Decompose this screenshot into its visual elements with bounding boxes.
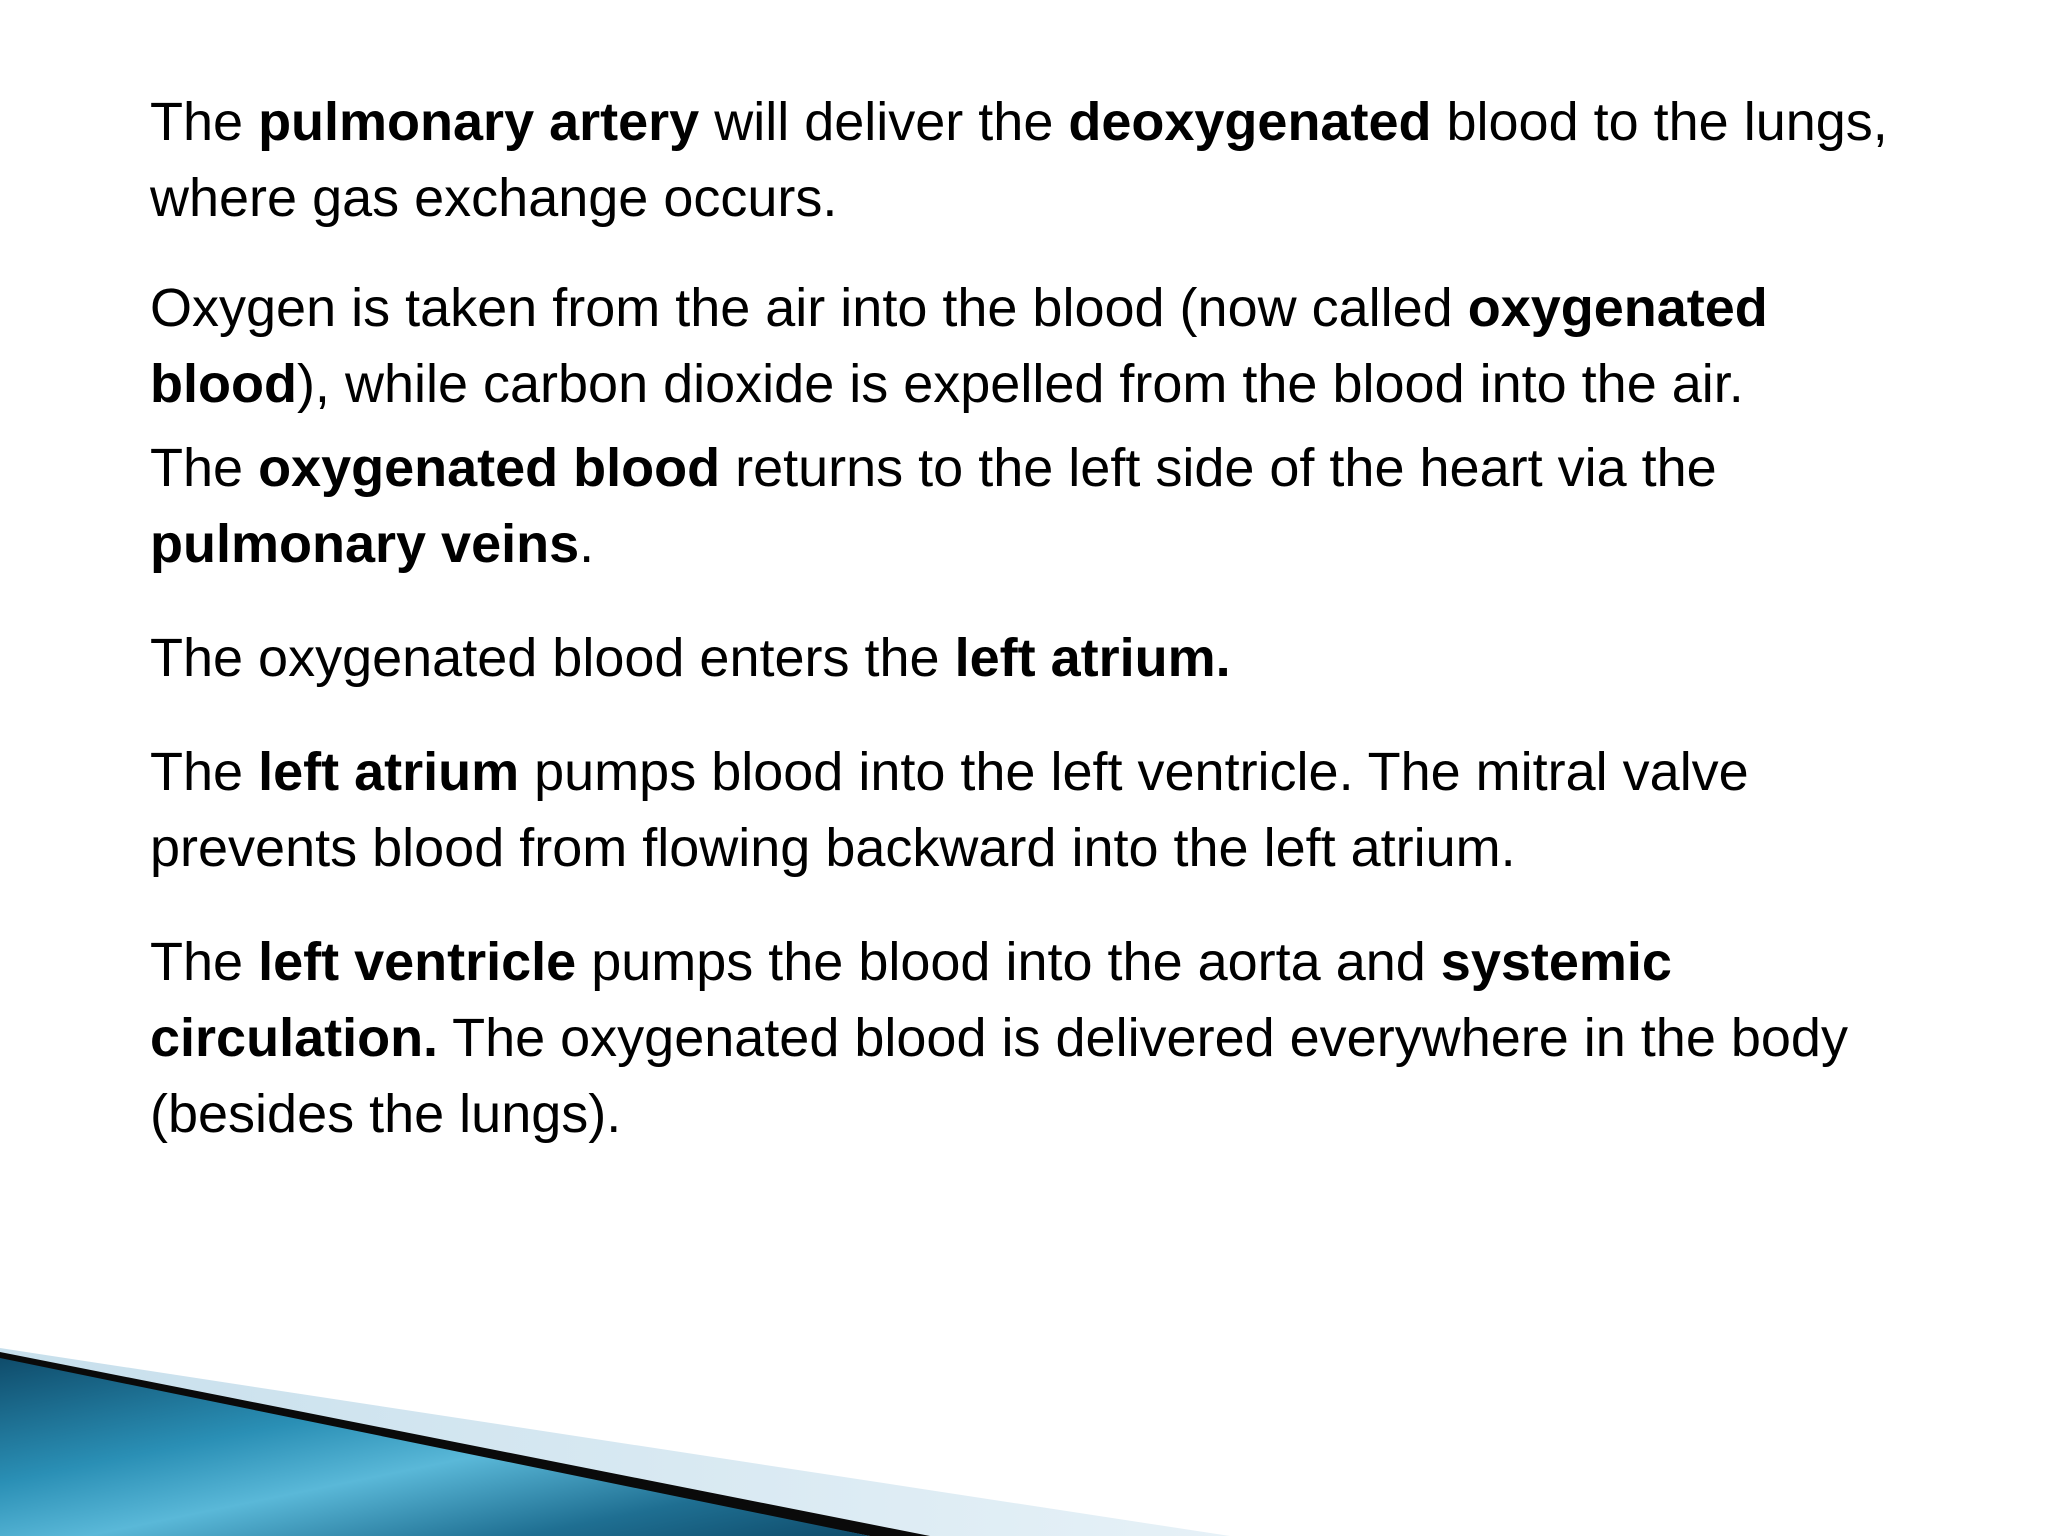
text-run: blood to the lungs, where gas exchange occurs. xyxy=(150,92,1888,228)
text-run: pumps the blood into the aorta and xyxy=(576,932,1441,992)
slide-body xyxy=(150,84,1910,1152)
text-run: Oxygen is taken from the air into the blood (now called xyxy=(150,278,1468,338)
paragraph-left-atrium-entry xyxy=(150,620,1910,696)
text-run: will deliver the xyxy=(699,92,1069,152)
text-run-bold: oxygenated blood xyxy=(258,438,721,498)
text-run-bold: pulmonary veins xyxy=(150,514,580,574)
text-run: pumps blood into the left ventricle. The mitral valve prevents blood from flowing backward into the left atrium. xyxy=(150,742,1749,878)
paragraph-pulmonary-artery xyxy=(150,84,1910,236)
text-run: The xyxy=(150,932,259,992)
text-run: ), while carbon dioxide is expelled from the blood into the air. xyxy=(296,354,1744,414)
text-run-bold: systemic circulation. xyxy=(150,932,1672,1068)
paragraph-gas-exchange xyxy=(150,270,1910,422)
paragraph-pulmonary-veins xyxy=(150,430,1910,582)
text-run: The oxygenated blood is delivered everywhere in the body (besides the lungs). xyxy=(150,1008,1848,1144)
text-run: The xyxy=(150,438,259,498)
text-run-bold: pulmonary artery xyxy=(258,92,700,152)
text-run: returns to the left side of the heart via the xyxy=(720,438,1717,498)
text-run: . xyxy=(579,514,595,574)
text-run-bold: left atrium xyxy=(258,742,520,802)
decorative-swoosh xyxy=(0,1296,2048,1536)
text-run: The oxygenated blood enters the xyxy=(150,628,955,688)
text-run: The xyxy=(150,742,259,802)
text-run-bold: left atrium. xyxy=(954,628,1231,688)
text-run-bold: left ventricle xyxy=(258,932,577,992)
text-run: The xyxy=(150,92,259,152)
text-run-bold: oxygenated blood xyxy=(150,278,1768,414)
paragraph-mitral-valve xyxy=(150,734,1910,886)
paragraph-left-ventricle xyxy=(150,924,1910,1152)
text-run-bold: deoxygenated xyxy=(1068,92,1432,152)
